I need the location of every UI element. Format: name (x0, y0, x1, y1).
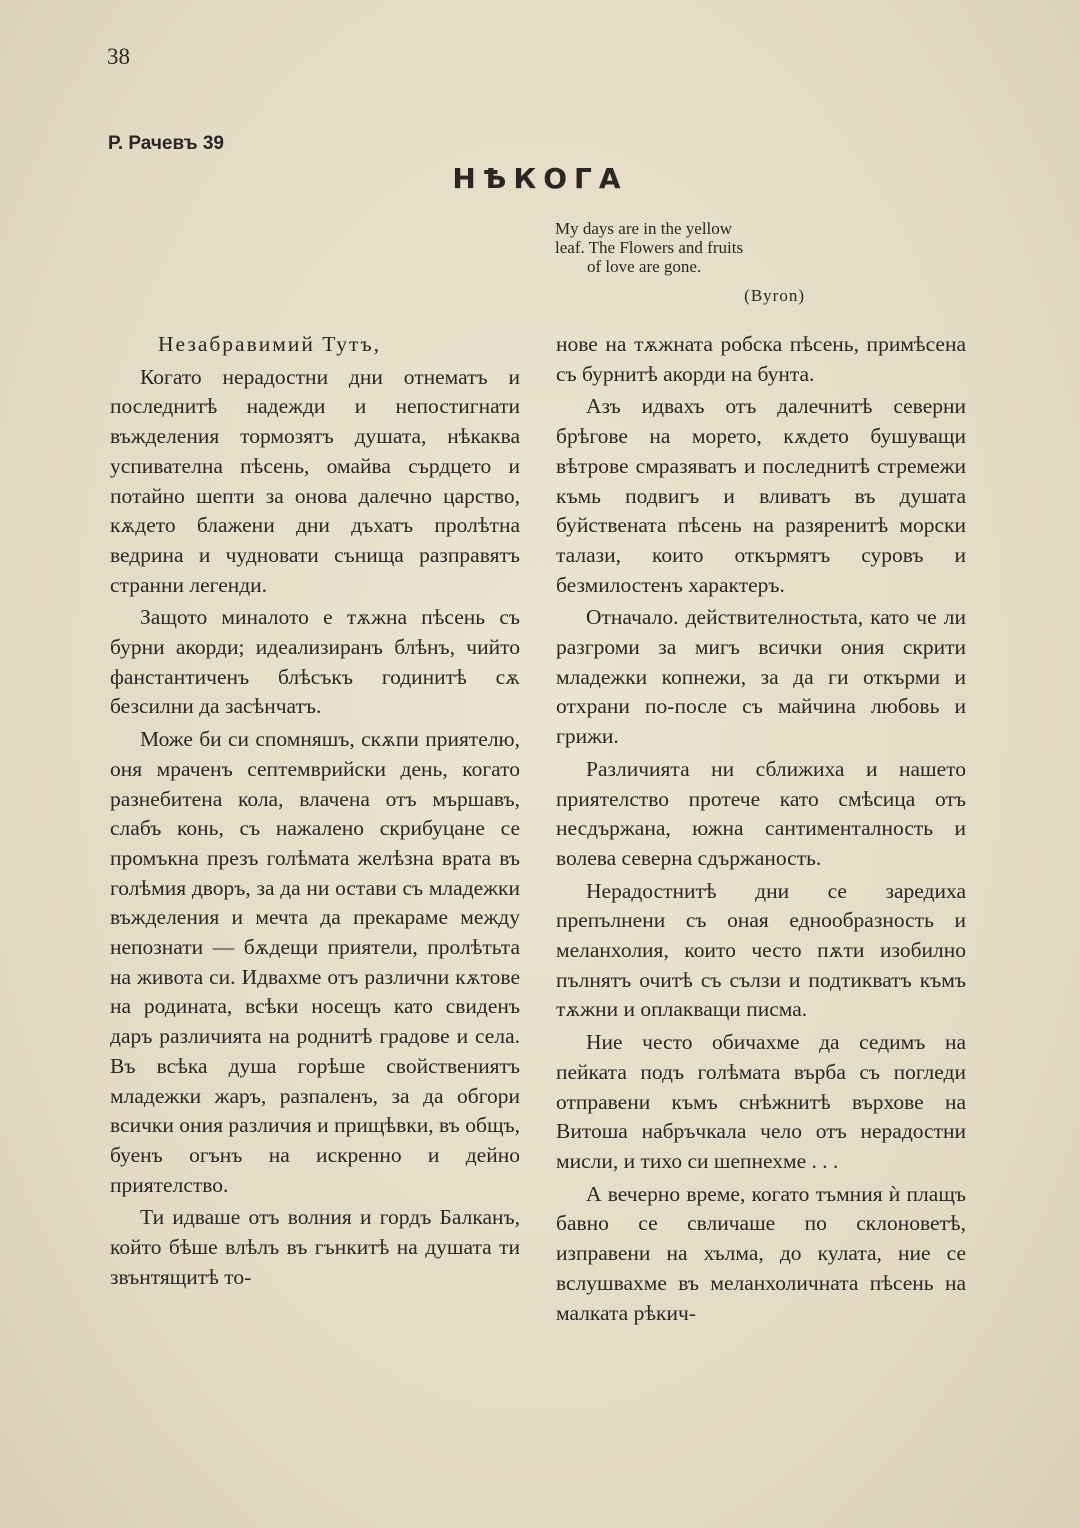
salutation: Незабравимий Тутъ, (158, 332, 381, 356)
epigraph-line: of love are gone. (587, 257, 702, 276)
right-column (556, 330, 966, 1328)
page-number: 38 (107, 44, 130, 69)
paragraph-continued: нове на тѫжната робска пѣсень, примѣсена съ бурнитѣ акорди на бунта. (556, 332, 966, 386)
epigraph (555, 219, 805, 305)
paragraph: А вечерно време, когато тъмния ѝ плащъ бавно се свличаше по склоноветѣ, изправени на хълма, до кулата, ние се вслушвахме въ меланхоличната пѣсень на малката рѣкич- (556, 1181, 966, 1325)
epigraph-source: (Byron) (744, 286, 805, 305)
author-name: Р. Рачевъ 39 (108, 133, 224, 154)
epigraph-line: leaf. The Flowers and fruits (555, 238, 744, 257)
paragraph: Когато нерадостни дни отнематъ и последнитѣ надежди и непостигнати въжделения тормозятъ душата, нѣкаква успивателна пѣсень, омайва сърдцето и потайно шепти за онова далечно царство, кѫдето блажени дни дъхатъ пролѣтна ведрина и чудновати сънища разправятъ странни легенди. (110, 364, 520, 597)
paragraph: Може би си спомняшъ, скѫпи приятелю, оня мраченъ септемврийски день, когато разнебитена кола, влачена отъ мършавъ, слабъ конь, съ нажалено скрибуцане се промъкна презъ голѣмата желѣзна врата въ голѣмия дворъ, за да ни остави съ младежки въжделения и мечта да прекараме между непознати — бѫдещи приятели, пролѣтьта на живота си. Идвахме отъ различни кѫтове на родината, всѣки носещъ като свиденъ даръ различията на роднитѣ градове и села. Въ всѣка душа горѣше свойствениятъ младежки жаръ, разпаленъ, за да обгори всички ония различия и прищѣвки, въ общъ, буенъ огънъ на искренно и дейно приятелство. (110, 727, 520, 1197)
paragraph: Защото миналото е тѫжна пѣсень съ бурни акорди; идеализиранъ блѣнъ, чийто фанстантиченъ блѣсъкъ годинитѣ сѫ безсилни да засѣнчатъ. (110, 605, 520, 719)
paragraph: Отначало. действителностьта, като че ли разгроми за мигъ всички ония скрити младежки копнежи, за да ги откърми и отхрани по-после съ майчина любовь и грижи. (556, 605, 966, 749)
left-column (110, 330, 520, 1293)
paragraph: Нерадостнитѣ дни се заредиха препълнени съ оная еднообразность и меланхолия, които често пѫти изобилно пълнятъ очитѣ съ сълзи и подтикватъ къмъ тѫжни и оплакващи писма. (556, 878, 966, 1022)
paragraph: Ти идваше отъ волния и гордъ Балканъ, който бѣше влѣлъ въ гънкитѣ на душата ти звънтящитѣ то- (110, 1205, 520, 1289)
article-title: НѢКОГА (452, 162, 628, 195)
epigraph-line: My days are in the yellow (555, 219, 733, 238)
paragraph: Различията ни сближиха и нашето приятелство протече като смѣсица отъ несдържана, южна сантименталность и волева северна сдържаность. (556, 756, 966, 870)
paragraph: Ние често обичахме да седимъ на пейката подъ голѣмата върба съ погледи отправени къмъ снѣжнитѣ върхове на Витоша набръчкала чело отъ нерадостни мисли, и тихо си шепнехме . . . (556, 1030, 966, 1173)
paragraph: Азъ идвахъ отъ далечнитѣ северни брѣгове на морето, кѫдето бушуващи вѣтрове смразяватъ и последнитѣ стремежи къмь подвигъ и вливатъ въ душата буйствената пѣсень на разяренитѣ морски талази, които откърмятъ суровъ и безмилостенъ характеръ. (556, 394, 966, 597)
